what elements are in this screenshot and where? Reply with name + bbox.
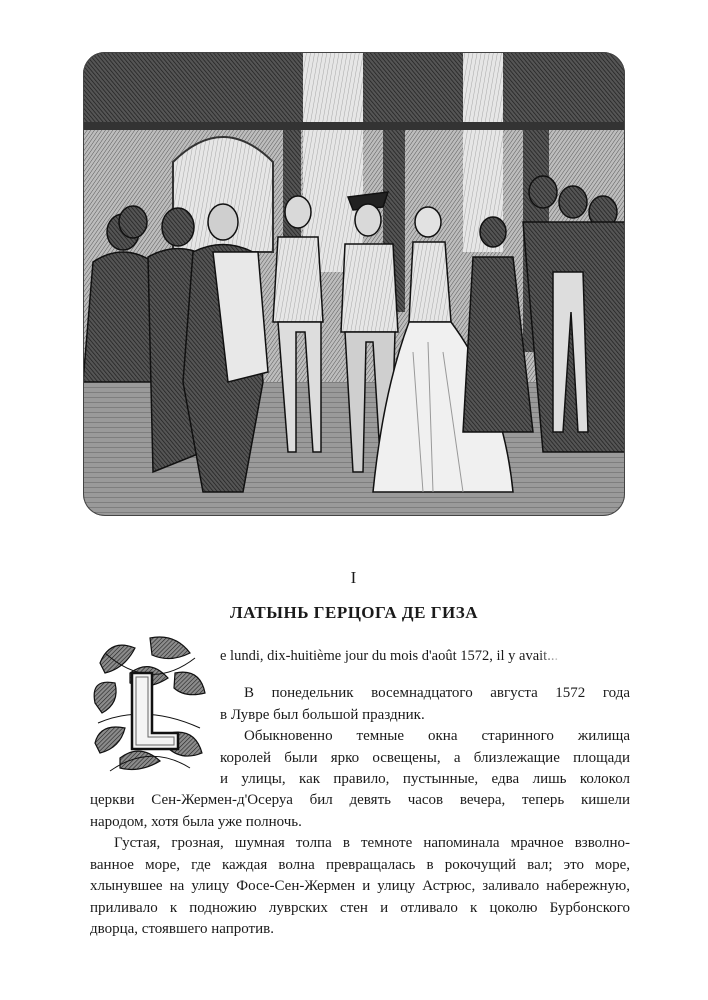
- text-line: и улицы, как правило, пустынные, едва лишь колокол: [220, 771, 630, 787]
- decorative-dropcap: [90, 633, 208, 775]
- text-line: Обыкновенно темные окна старинного жилища: [244, 728, 630, 744]
- dropcap-letter: L: [90, 633, 91, 634]
- paragraph-1: [220, 683, 630, 726]
- engraving-illustration: [83, 52, 625, 516]
- paragraph-2: [220, 726, 630, 791]
- french-epigraph-line: [220, 648, 630, 665]
- text-line: Густая, грозная, шумная толпа в темноте напоминала мрачное взволно-: [114, 835, 630, 851]
- paragraph-2-continued: [90, 790, 630, 833]
- text-line: В понедельник восемнадцатого августа 1572 года: [244, 685, 630, 701]
- text-line: хлынувшее на улицу Фосе-Сен-Жермен и улицу Астрюс, заливало набережную,: [90, 878, 630, 894]
- chapter-number: I: [350, 568, 358, 587]
- text-line: королей были ярко освещены, а близлежащие площади: [220, 749, 630, 766]
- text-line: ванное море, где каждая волна превращалась в рокочущий вал; это море,: [90, 856, 630, 873]
- text-line: церкви Сен-Жермен-д'Осеруа бил девять часов вечера, теперь кишели: [90, 792, 630, 808]
- french-text: e lundi, dix-huitième jour du mois d'août 1572, il y: [220, 648, 516, 664]
- dropcap-ornament-icon: [90, 633, 208, 775]
- text-line: приливало к подножию луврских стен и отливало к цоколю Бурбонского: [90, 899, 630, 916]
- text-line: в Лувре был большой праздник.: [220, 706, 425, 723]
- chapter-title: ЛАТЫНЬ ГЕРЦОГА ДЕ ГИЗА: [229, 603, 479, 622]
- text-line: народом, хотя была уже полночь.: [90, 813, 302, 830]
- french-text-faded: avait...: [515, 648, 559, 664]
- engraving-image: [83, 52, 625, 516]
- paragraph-3: [90, 833, 630, 941]
- text-line: дворца, стоявшего напротив.: [90, 921, 274, 937]
